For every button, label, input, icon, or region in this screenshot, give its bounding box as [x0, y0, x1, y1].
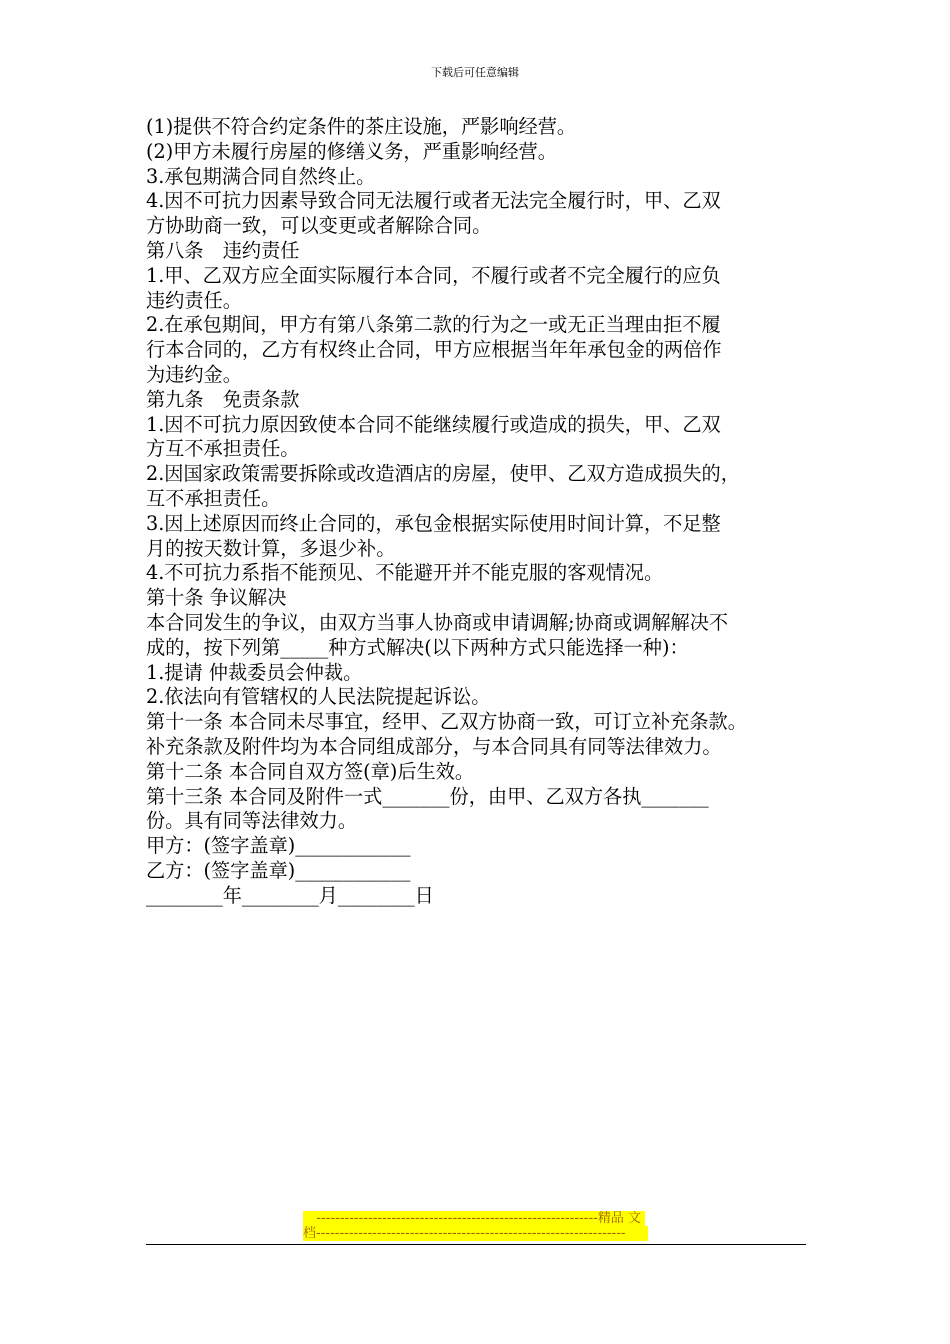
text-line: 方协助商一致，可以变更或者解除合同。: [146, 214, 492, 238]
bottom-divider: [146, 1244, 806, 1245]
text-line: 第十一条 本合同未尽事宜，经甲、乙双方协商一致，可订立补充条款。: [146, 710, 747, 734]
text-line: 3.承包期满合同自然终止。: [146, 164, 376, 188]
date-line: ________年________月________日: [146, 883, 434, 907]
text-line: 2.因国家政策需要拆除或改造酒店的房屋，使甲、乙双方造成损失的，: [146, 462, 740, 486]
text-line: 方互不承担责任。: [146, 437, 300, 461]
text-line: 成的，按下列第_____种方式解决(以下两种方式只能选择一种)：: [146, 635, 689, 659]
text-line: 补充条款及附件均为本合同组成部分，与本合同具有同等法律效力。: [146, 734, 722, 758]
signature-line-party-b: 乙方：(签字盖章)____________: [146, 858, 411, 882]
text-line: 1.提请 仲裁委员会仲裁。: [146, 660, 363, 684]
text-line: 第十三条 本合同及附件一式_______份，由甲、乙双方各执_______: [146, 784, 709, 808]
footer-watermark: [303, 1211, 648, 1241]
text-line: 第十二条 本合同自双方签(章)后生效。: [146, 759, 475, 783]
text-line: 行本合同的，乙方有权终止合同，甲方应根据当年年承包金的两倍作: [146, 338, 722, 362]
text-line: 份。具有同等法律效力。: [146, 809, 358, 833]
text-line: (2)甲方未履行房屋的修缮义务，严重影响经营。: [146, 139, 557, 163]
footer-line-1: ------------------------------------------------------------精品 文: [303, 1211, 645, 1226]
signature-line-party-a: 甲方：(签字盖章)____________: [146, 834, 411, 858]
text-line: 4.因不可抗力因素导致合同无法履行或者无法完全履行时，甲、乙双: [146, 189, 721, 213]
section-heading: 第九条 免责条款: [146, 387, 300, 411]
text-line: 2.在承包期间，甲方有第八条第二款的行为之一或无正当理由拒不履: [146, 313, 721, 337]
text-line: 互不承担责任。: [146, 486, 281, 510]
text-line: 为违约金。: [146, 362, 242, 386]
text-line: 1.甲、乙双方应全面实际履行本合同，不履行或者不完全履行的应负: [146, 263, 721, 287]
section-heading: 第十条 争议解决: [146, 586, 287, 610]
footer-line-2: 档------------------------------------------------------------------: [303, 1226, 648, 1241]
text-line: 4.不可抗力系指不能预见、不能避开并不能克服的客观情况。: [146, 561, 664, 585]
text-line: 违约责任。: [146, 288, 242, 312]
text-line: 2.依法向有管辖权的人民法院提起诉讼。: [146, 685, 491, 709]
page-header-note: 下载后可任意编辑: [431, 66, 519, 79]
text-line: 月的按天数计算，多退少补。: [146, 536, 396, 560]
section-heading: 第八条 违约责任: [146, 238, 300, 262]
text-line: 1.因不可抗力原因致使本合同不能继续履行或造成的损失，甲、乙双: [146, 412, 721, 436]
text-line: 3.因上述原因而终止合同的，承包金根据实际使用时间计算，不足整: [146, 511, 721, 535]
document-body: [146, 115, 836, 909]
text-line: 本合同发生的争议，由双方当事人协商或申请调解;协商或调解解决不: [146, 610, 729, 634]
text-line: (1)提供不符合约定条件的茶庄设施，严影响经营。: [146, 115, 577, 138]
